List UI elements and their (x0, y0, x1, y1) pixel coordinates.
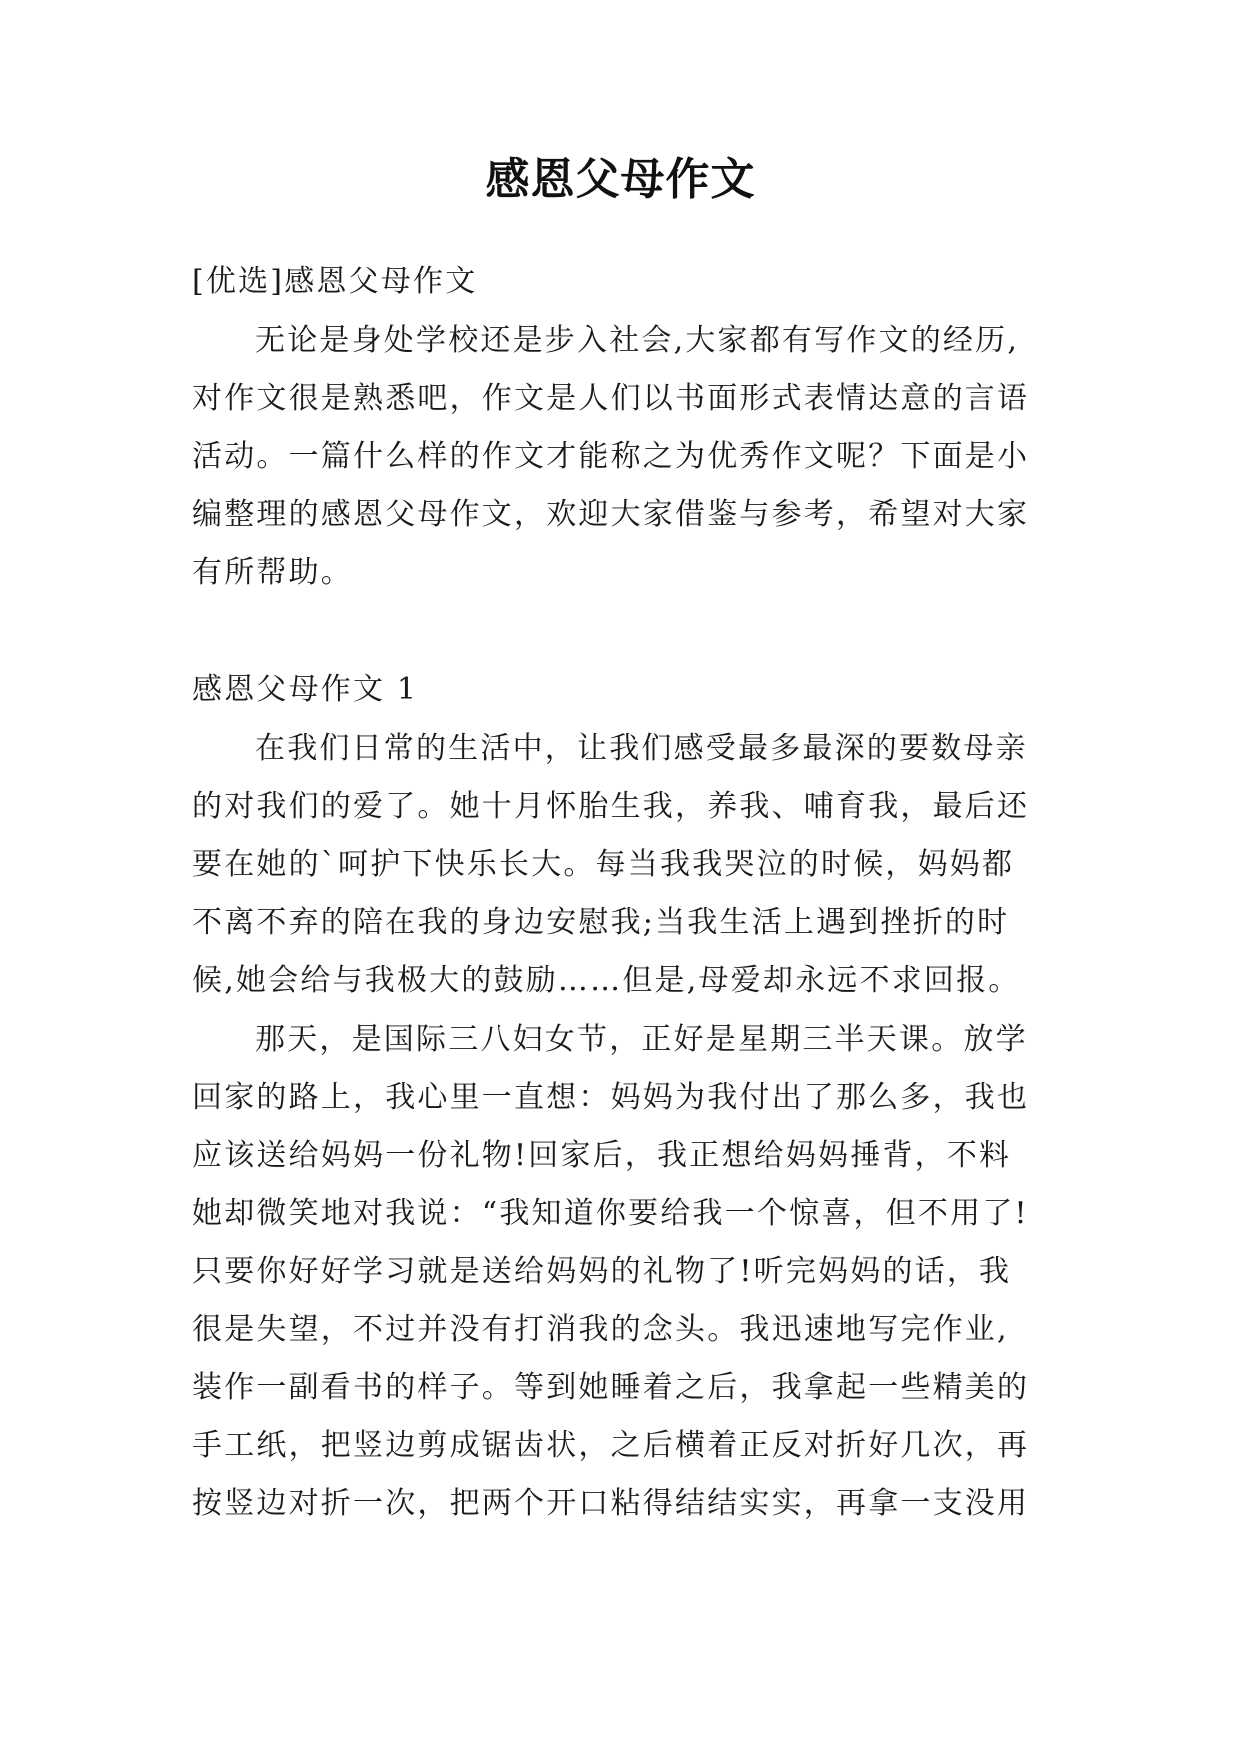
intro-line-2: 对作文很是熟悉吧，作文是人们以书面形式表情达意的言语 (192, 381, 1030, 416)
intro-line-5: 有所帮助。 (192, 555, 353, 590)
para2-line-5: 只要你好好学习就是送给妈妈的礼物了!听完妈妈的话，我 (192, 1254, 1012, 1289)
document-title: 感恩父母作文 (485, 154, 756, 205)
para2-line-4: 她却微笑地对我说：“我知道你要给我一个惊喜，但不用了! (192, 1196, 1029, 1231)
para2-line-7: 装作一副看书的样子。等到她睡着之后，我拿起一些精美的 (192, 1370, 1030, 1405)
section-heading: 感恩父母作文 1 (192, 672, 419, 707)
para2-line-9: 按竖边对折一次，把两个开口粘得结结实实，再拿一支没用 (192, 1486, 1030, 1521)
para2-line-6: 很是失望，不过并没有打消我的念头。我迅速地写完作业, (192, 1312, 1009, 1347)
para2-line-2: 回家的路上，我心里一直想：妈妈为我付出了那么多，我也 (192, 1080, 1030, 1115)
para1-line-4: 不离不弃的陪在我的身边安慰我;当我生活上遇到挫折的时 (192, 905, 1010, 940)
para1-line-5: 候,她会给与我极大的鼓励……但是,母爱却永远不求回报。 (192, 963, 1021, 998)
intro-line-4: 编整理的感恩父母作文，欢迎大家借鉴与参考，希望对大家 (192, 497, 1030, 532)
para2-line-8: 手工纸，把竖边剪成锯齿状，之后横着正反对折好几次，再 (192, 1428, 1030, 1463)
intro-line-1: 无论是身处学校还是步入社会,大家都有写作文的经历, (255, 323, 1020, 358)
para2-line-3: 应该送给妈妈一份礼物!回家后，我正想给妈妈捶背，不料 (192, 1138, 1012, 1173)
para1-line-3: 要在她的`呵护下快乐长大。每当我我哭泣的时候，妈妈都 (192, 847, 1015, 882)
para1-line-1: 在我们日常的生活中，让我们感受最多最深的要数母亲 (255, 731, 1028, 766)
intro-line-3: 活动。一篇什么样的作文才能称之为优秀作文呢？下面是小 (192, 439, 1030, 474)
subtitle-line: [优选]感恩父母作文 (192, 264, 478, 299)
para1-line-2: 的对我们的爱了。她十月怀胎生我，养我、哺育我，最后还 (192, 789, 1030, 824)
para2-line-1: 那天，是国际三八妇女节，正好是星期三半天课。放学 (255, 1022, 1028, 1057)
